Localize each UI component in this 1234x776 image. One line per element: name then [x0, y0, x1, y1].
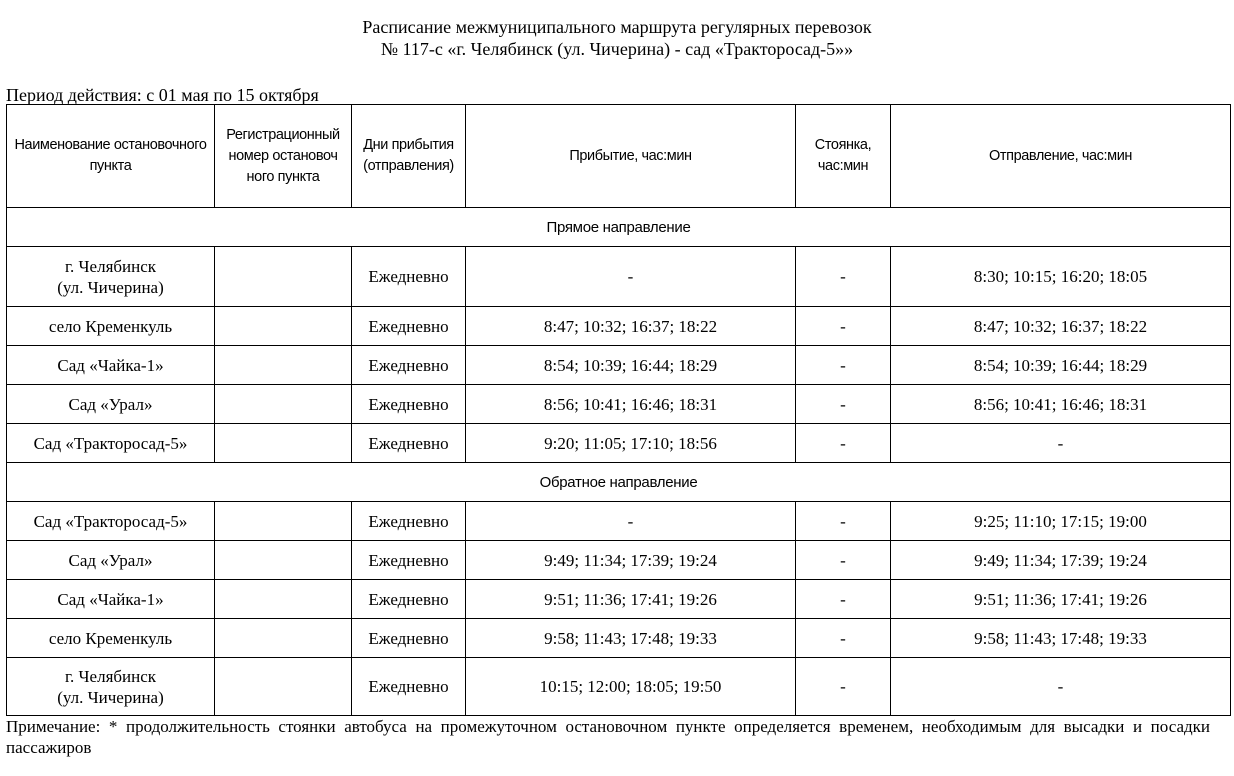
- stop-name-cell: г. Челябинск (ул. Чичерина): [7, 658, 215, 716]
- validity-period: Период действия: с 01 мая по 15 октября: [6, 85, 319, 105]
- parking-cell: -: [796, 424, 891, 463]
- days-cell: Ежедневно: [352, 619, 466, 658]
- backward-direction-label: Обратное направление: [7, 463, 1231, 502]
- days-cell: Ежедневно: [352, 541, 466, 580]
- table-row: [7, 658, 1231, 716]
- schedule-table: [6, 104, 1231, 716]
- title-line-2: № 117-с «г. Челябинск (ул. Чичерина) - сад «Тракторосад-5»»: [380, 39, 854, 59]
- forward-direction-label: Прямое направление: [7, 208, 1231, 247]
- stop-name-cell: Сад «Чайка-1»: [7, 346, 215, 385]
- days-cell: Ежедневно: [352, 658, 466, 716]
- days-cell: Ежедневно: [352, 385, 466, 424]
- arrival-cell: 9:20; 11:05; 17:10; 18:56: [466, 424, 796, 463]
- stop-name-cell: Сад «Тракторосад-5»: [7, 502, 215, 541]
- registration-number-cell: [215, 247, 352, 307]
- table-row: [7, 346, 1231, 385]
- document-title: [0, 16, 1234, 60]
- arrival-cell: -: [466, 247, 796, 307]
- parking-cell: -: [796, 619, 891, 658]
- departure-cell: 9:25; 11:10; 17:15; 19:00: [891, 502, 1231, 541]
- header-arrival: Прибытие, час:мин: [466, 105, 796, 208]
- header-stop-name: Наименование остановочного пункта: [7, 105, 215, 208]
- arrival-cell: 8:47; 10:32; 16:37; 18:22: [466, 307, 796, 346]
- arrival-cell: 8:56; 10:41; 16:46; 18:31: [466, 385, 796, 424]
- arrival-cell: 10:15; 12:00; 18:05; 19:50: [466, 658, 796, 716]
- departure-cell: 9:49; 11:34; 17:39; 19:24: [891, 541, 1231, 580]
- parking-cell: -: [796, 385, 891, 424]
- days-cell: Ежедневно: [352, 307, 466, 346]
- parking-cell: -: [796, 307, 891, 346]
- registration-number-cell: [215, 424, 352, 463]
- arrival-cell: 9:51; 11:36; 17:41; 19:26: [466, 580, 796, 619]
- table-row: [7, 580, 1231, 619]
- departure-cell: 9:58; 11:43; 17:48; 19:33: [891, 619, 1231, 658]
- registration-number-cell: [215, 541, 352, 580]
- forward-direction-row: [7, 208, 1231, 247]
- parking-cell: -: [796, 541, 891, 580]
- departure-cell: 8:30; 10:15; 16:20; 18:05: [891, 247, 1231, 307]
- parking-cell: -: [796, 247, 891, 307]
- stop-name-cell: Сад «Урал»: [7, 385, 215, 424]
- departure-cell: -: [891, 424, 1231, 463]
- departure-cell: -: [891, 658, 1231, 716]
- stop-name-cell: г. Челябинск (ул. Чичерина): [7, 247, 215, 307]
- days-cell: Ежедневно: [352, 424, 466, 463]
- days-cell: Ежедневно: [352, 346, 466, 385]
- footnote: Примечание: * продолжительность стоянки автобуса на промежуточном остановочном пункте определяется временем, необходимым для высадки и посадки пассажиров: [6, 717, 1210, 757]
- schedule-body: [7, 208, 1231, 716]
- arrival-cell: 9:58; 11:43; 17:48; 19:33: [466, 619, 796, 658]
- parking-cell: -: [796, 502, 891, 541]
- parking-cell: -: [796, 580, 891, 619]
- registration-number-cell: [215, 385, 352, 424]
- header-departure: Отправление, час:мин: [891, 105, 1231, 208]
- table-row: [7, 424, 1231, 463]
- departure-cell: 8:56; 10:41; 16:46; 18:31: [891, 385, 1231, 424]
- table-row: [7, 247, 1231, 307]
- departure-cell: 8:47; 10:32; 16:37; 18:22: [891, 307, 1231, 346]
- stop-name-cell: Сад «Тракторосад-5»: [7, 424, 215, 463]
- header-row: [7, 105, 1231, 208]
- header-parking: Стоянка, час:мин: [796, 105, 891, 208]
- parking-cell: -: [796, 658, 891, 716]
- arrival-cell: 8:54; 10:39; 16:44; 18:29: [466, 346, 796, 385]
- registration-number-cell: [215, 346, 352, 385]
- departure-cell: 8:54; 10:39; 16:44; 18:29: [891, 346, 1231, 385]
- registration-number-cell: [215, 619, 352, 658]
- table-row: [7, 541, 1231, 580]
- days-cell: Ежедневно: [352, 580, 466, 619]
- registration-number-cell: [215, 502, 352, 541]
- stop-name-cell: село Кременкуль: [7, 307, 215, 346]
- table-row: [7, 307, 1231, 346]
- table-row: [7, 385, 1231, 424]
- stop-name-cell: Сад «Урал»: [7, 541, 215, 580]
- parking-cell: -: [796, 346, 891, 385]
- arrival-cell: 9:49; 11:34; 17:39; 19:24: [466, 541, 796, 580]
- departure-cell: 9:51; 11:36; 17:41; 19:26: [891, 580, 1231, 619]
- registration-number-cell: [215, 580, 352, 619]
- table-row: [7, 502, 1231, 541]
- title-line-1: Расписание межмуниципального маршрута регулярных перевозок: [362, 17, 872, 37]
- table-row: [7, 619, 1231, 658]
- backward-direction-row: [7, 463, 1231, 502]
- days-cell: Ежедневно: [352, 502, 466, 541]
- registration-number-cell: [215, 307, 352, 346]
- stop-name-cell: село Кременкуль: [7, 619, 215, 658]
- stop-name-cell: Сад «Чайка-1»: [7, 580, 215, 619]
- header-registration-number: Регистрационный номер остановоч ного пункта: [215, 105, 352, 208]
- arrival-cell: -: [466, 502, 796, 541]
- header-days: Дни прибытия (отправления): [352, 105, 466, 208]
- registration-number-cell: [215, 658, 352, 716]
- days-cell: Ежедневно: [352, 247, 466, 307]
